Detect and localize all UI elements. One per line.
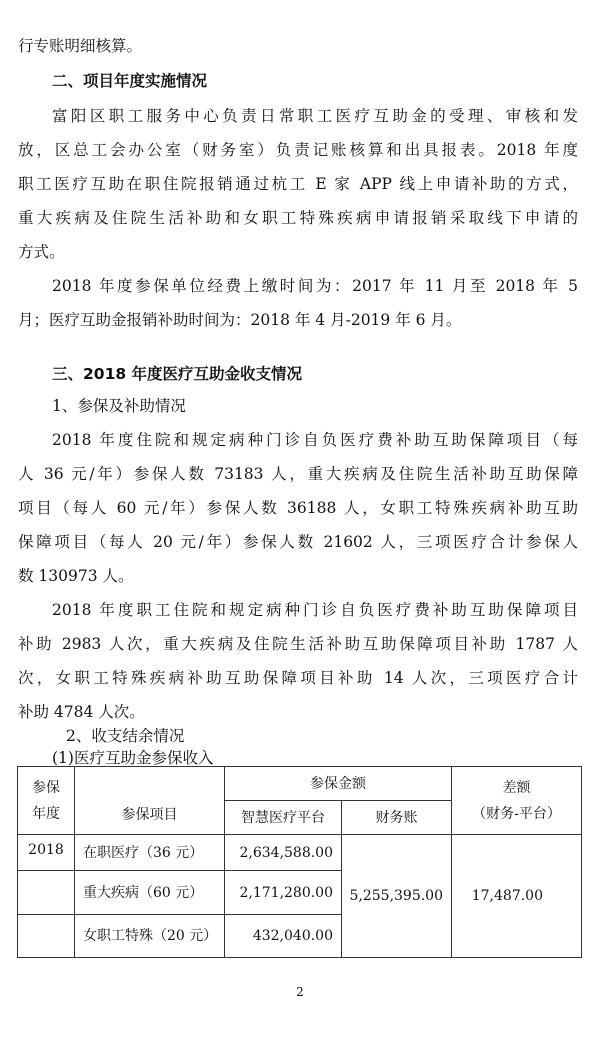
section-2-heading: 二、项目年度实施情况 [52, 72, 208, 90]
platform-amount-cell: 2,634,588.00 [225, 835, 342, 871]
carry-over-line: 行专账明细核算。 [18, 37, 143, 55]
subsection-1-heading: 1、参保及补助情况 [52, 397, 186, 415]
finance-total-cell: 5,255,395.00 [342, 835, 452, 958]
page-number: 2 [296, 985, 304, 999]
section-3-heading: 三、2018 年度医疗互助金收支情况 [52, 365, 303, 383]
item-cell: 重大疾病（60 元） [75, 871, 225, 915]
platform-amount-cell: 432,040.00 [225, 915, 342, 958]
year-cell: 2018 [18, 835, 75, 871]
item-cell: 在职医疗（36 元） [75, 835, 225, 871]
subsection-2-1-heading: (1)医疗互助金参保收入 [52, 749, 214, 767]
year-cell-empty [18, 915, 75, 958]
header-insured-amount: 参保金额 [225, 767, 452, 801]
header-platform: 智慧医疗平台 [225, 801, 342, 835]
platform-amount-cell: 2,171,280.00 [225, 871, 342, 915]
header-difference: 差额 （财务-平台） [452, 767, 582, 835]
header-finance-account: 财务账 [342, 801, 452, 835]
year-cell-empty [18, 871, 75, 915]
header-insured-year: 参保 年度 [18, 767, 75, 835]
subsection-2-heading: 2、收支结余情况 [66, 727, 185, 745]
difference-cell: 17,487.00 [452, 835, 582, 958]
header-insured-item: 参保项目 [75, 767, 225, 835]
item-cell: 女职工特殊（20 元） [75, 915, 225, 958]
insurance-income-table [17, 766, 582, 958]
